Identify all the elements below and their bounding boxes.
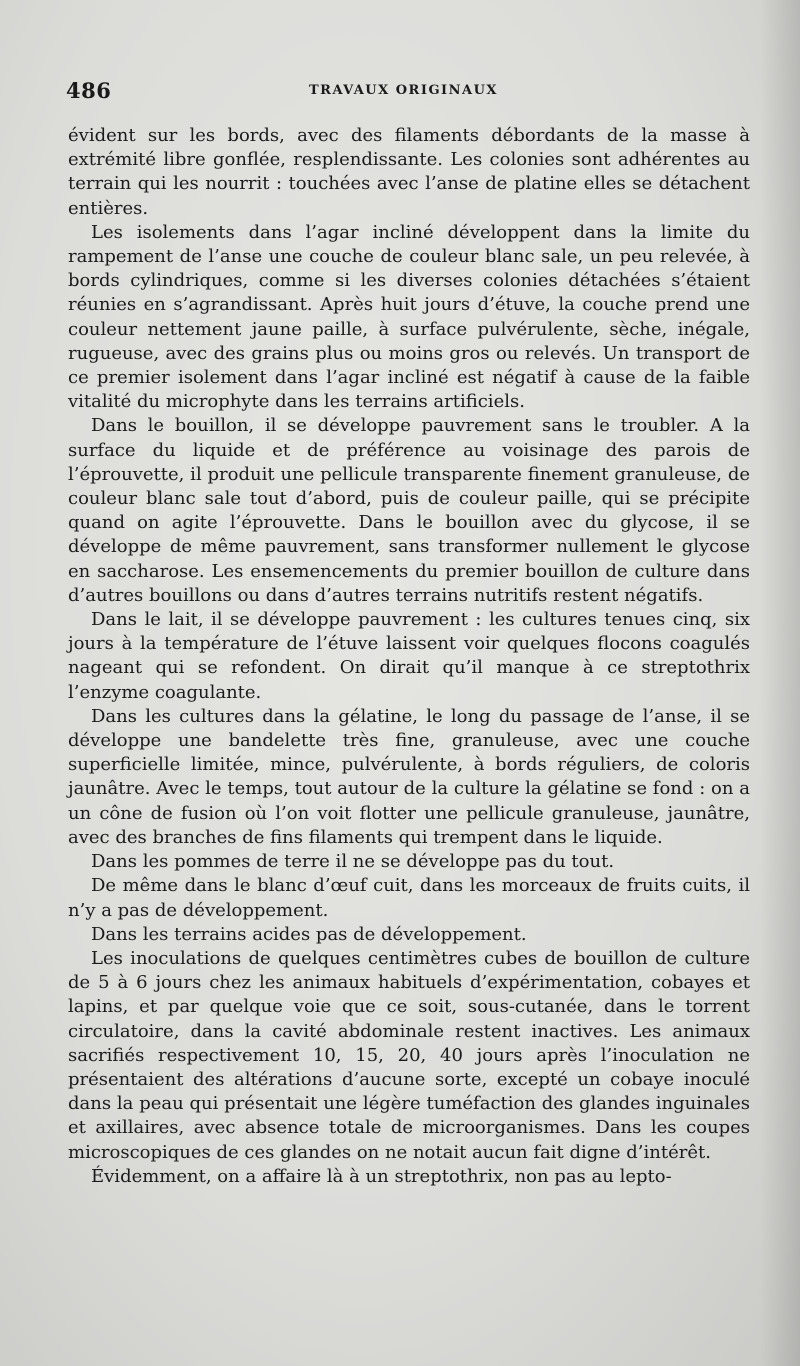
paragraph-pommes-de-terre: Dans les pommes de terre il ne se développe pas du tout. (91, 851, 615, 873)
running-title: TRAVAUX ORIGINAUX (309, 83, 499, 98)
page-header (66, 78, 748, 108)
paragraph-lait: Dans le lait, il se développe pauvrement : les cultures tenues cinq, six jours à la température de l’étuve laissent voir quelques flocons coagulés nageant qui se refondent. On dirait qu’il manque à ce streptothrix l’enzyme coagulante. (68, 609, 750, 703)
page-edge-shadow (760, 0, 800, 1366)
page-number: 486 (66, 78, 112, 103)
body-text (68, 124, 750, 1189)
paragraph-gelatine: Dans les cultures dans la gélatine, le long du passage de l’anse, il se développe une bandelette très fine, granuleuse, avec une couche superficielle limitée, mince, pulvérulente, à bords réguliers, de coloris jaunâtre. Avec le temps, tout autour de la culture la gélatine se fond : on a un cône de fusion où l’on voit flotter une pellicule granuleuse, jaunâtre, avec des branches de fins filaments qui trempent dans le liquide. (68, 705, 750, 848)
paragraph-terrains-acides: Dans les terrains acides pas de développement. (91, 923, 527, 945)
paragraph-agar: Les isolements dans l’agar incliné développent dans la limite du rampement de l’anse une couche de couleur blanc sale, un peu relevée, à bords cylindriques, comme si les diverses colonies détachées s’étaient réunies en s’agrandissant. Après huit jours d’étuve, la couche prend une couleur nettement jaune paille, à surface pulvérulente, sèche, inégale, rugueuse, avec des grains plus ou moins gros ou relevés. Un transport de ce premier isolement dans l’agar incliné est négatif à cause de la faible vitalité du microphyte dans les terrains artificiels. (68, 221, 750, 413)
paragraph-bouillon: Dans le bouillon, il se développe pauvrement sans le troubler. A la surface du liquide et de préférence au voisinage des parois de l’éprouvette, il produit une pellicule transparente finement granuleuse, de couleur blanc sale tout d’abord, puis de couleur paille, qui se précipite quand on agite l’éprouvette. Dans le bouillon avec du glycose, il se développe de même pauvrement, sans transformer nullement le glycose en saccharose. Les ensemencements du premier bouillon de culture dans d’autres bouillons ou dans d’autres terrains nutritifs restent négatifs. (68, 415, 750, 606)
paragraph-blanc-oeuf: De même dans le blanc d’œuf cuit, dans les morceaux de fruits cuits, il n’y a pas de développement. (68, 875, 750, 921)
paragraph-conclusion: Évidemment, on a affaire là à un streptothrix, non pas au lepto- (91, 1165, 672, 1187)
paragraph-inoculations: Les inoculations de quelques centimètres cubes de bouillon de culture de 5 à 6 jours chez les animaux habituels d’expérimentation, cobayes et lapins, et par quelque voie que ce soit, sous-cutanée, dans le torrent circulatoire, dans la cavité abdominale restent inactives. Les animaux sacrifiés respectivement 10, 15, 20, 40 jours après l’inoculation ne présentaient des altérations d’aucune sorte, excepté un cobaye inoculé dans la peau qui présentait une légère tuméfaction des glandes inguinales et axillaires, avec absence totale de microorganismes. Dans les coupes microscopiques de ces glandes on ne notait aucun fait digne d’intérêt. (68, 947, 750, 1163)
paragraph-continued: évident sur les bords, avec des filaments débordants de la masse à extrémité libre gonflée, resplendissante. Les colonies sont adhérentes au terrain qui les nourrit : touchées avec l’anse de platine elles se détachent entières. (68, 125, 750, 219)
